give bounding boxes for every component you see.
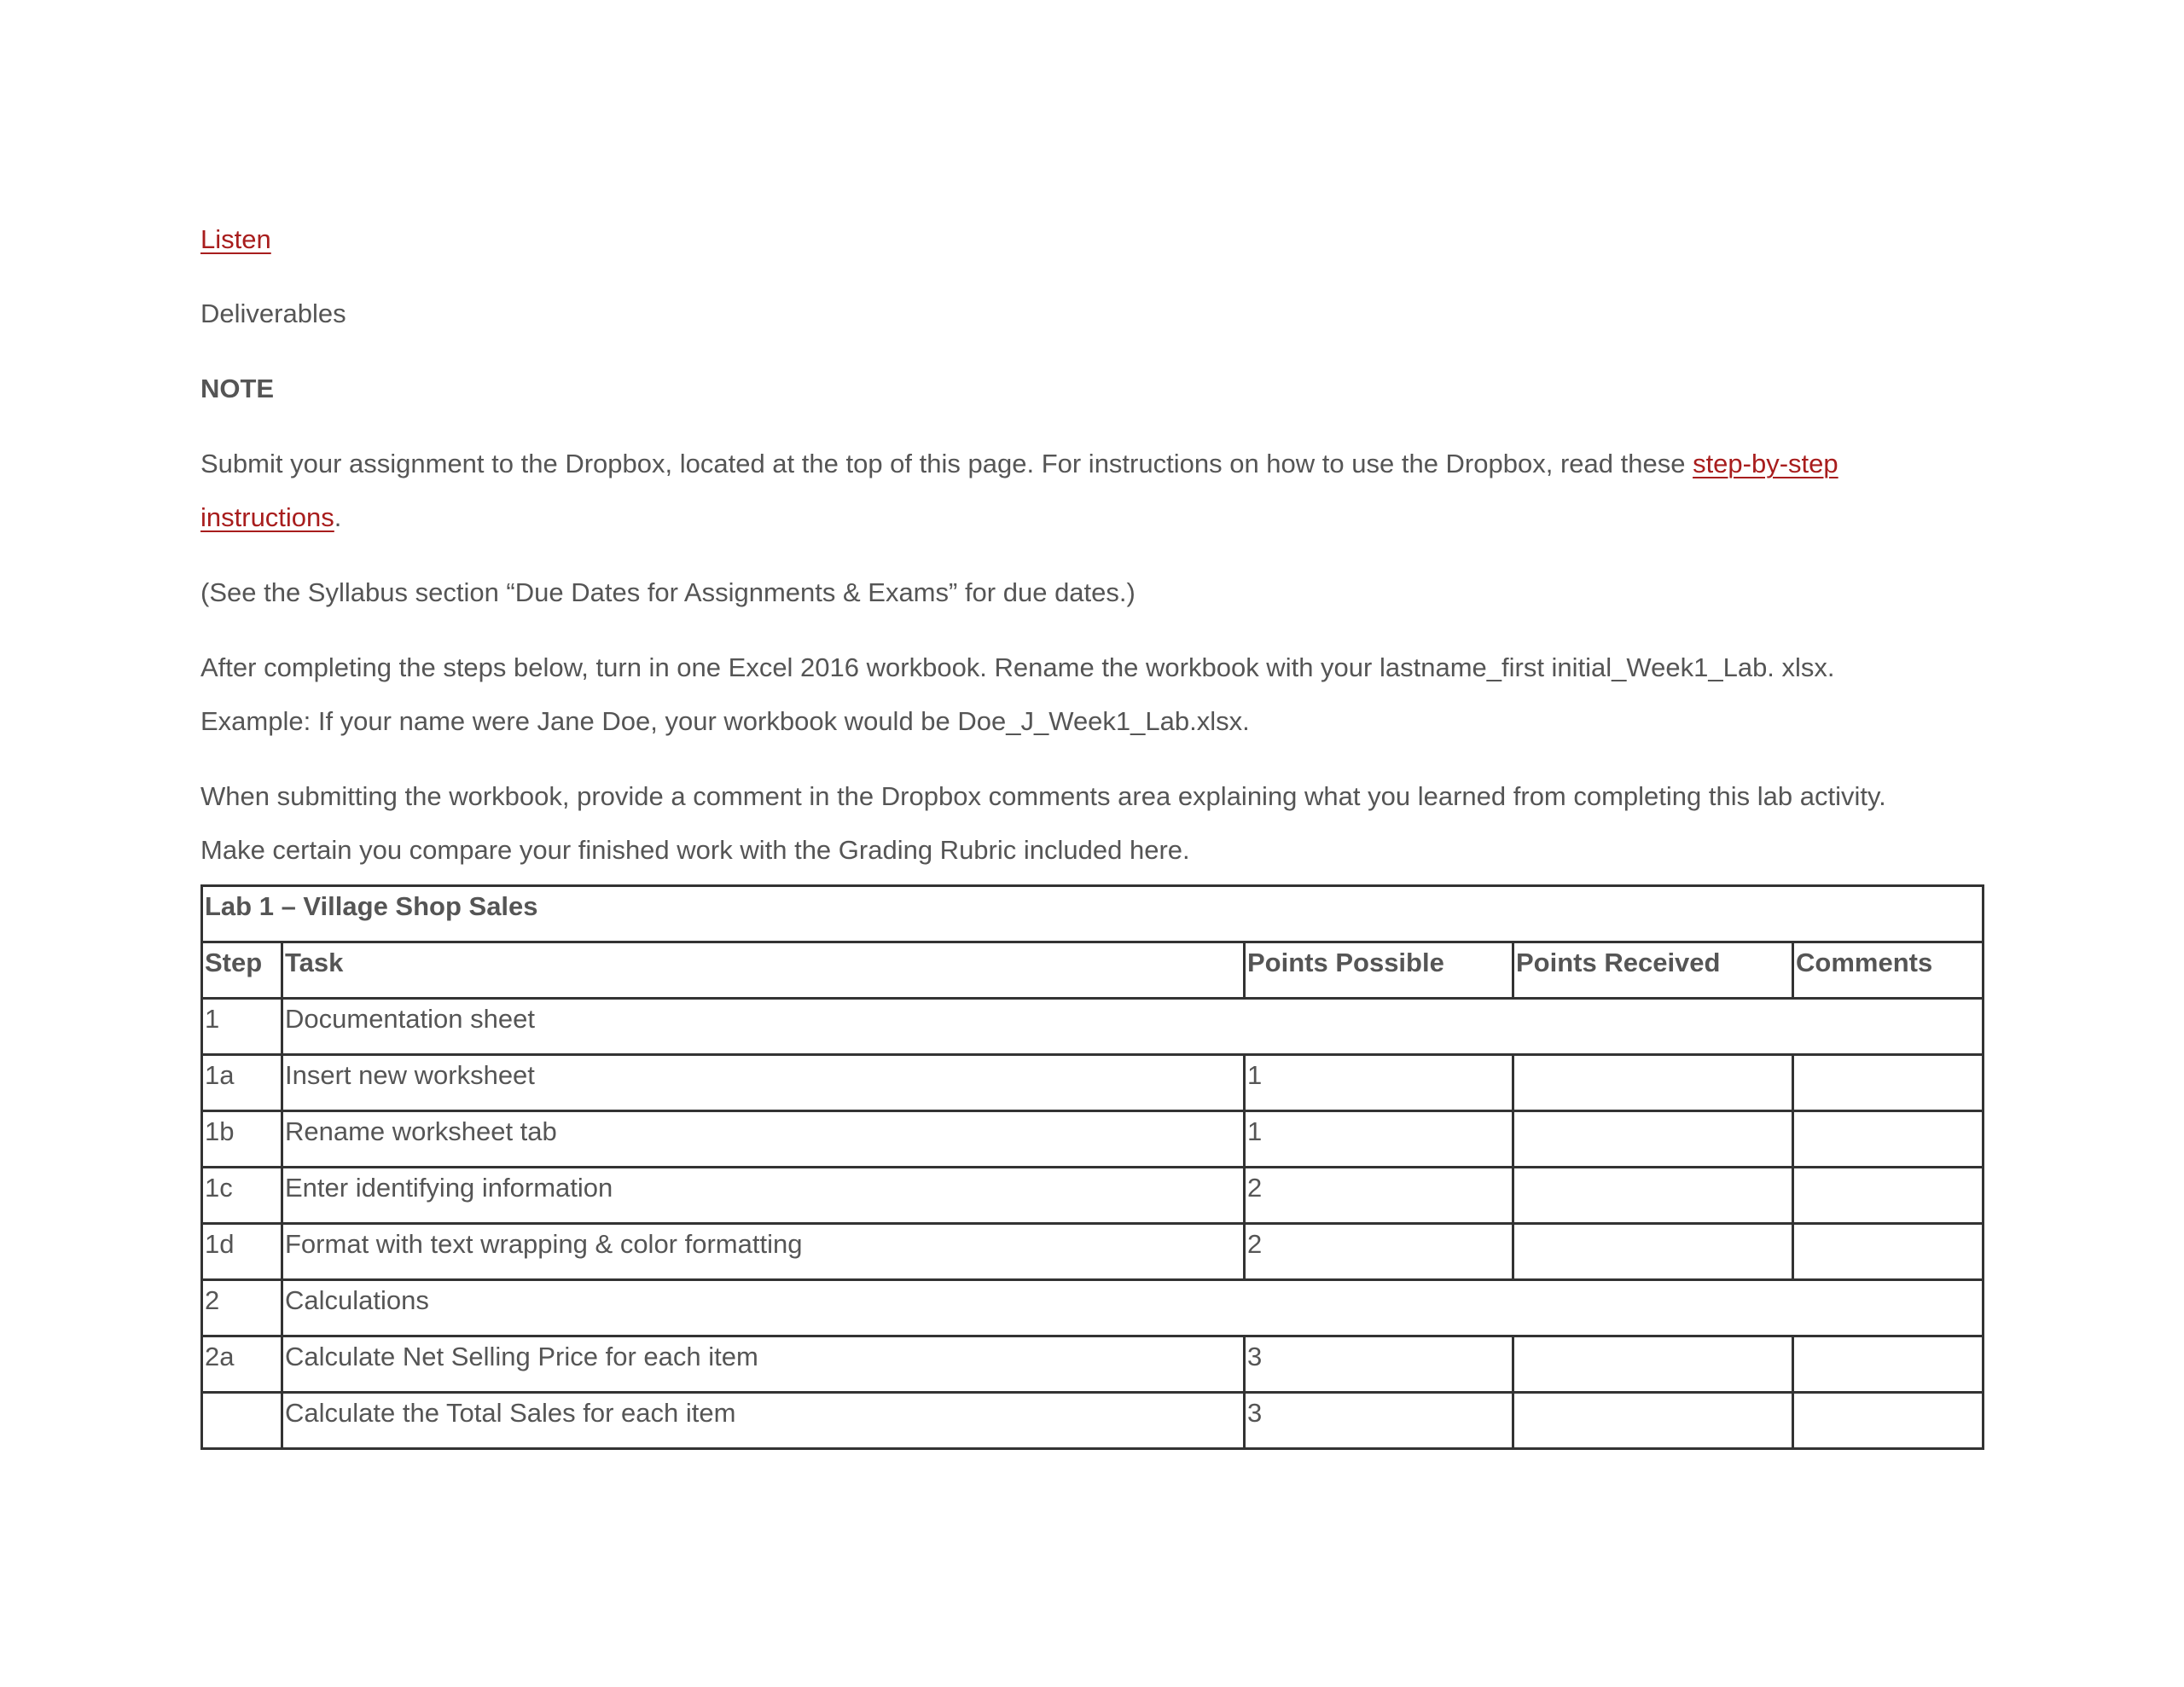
- points-possible-cell: 3: [1245, 1393, 1513, 1449]
- step-cell: [202, 1393, 282, 1449]
- task-cell: Calculate Net Selling Price for each item: [282, 1336, 1245, 1393]
- step-cell: 1d: [202, 1224, 282, 1280]
- table-section-row: [202, 999, 1984, 1055]
- step-cell: 2a: [202, 1336, 282, 1393]
- comments-cell[interactable]: [1793, 1055, 1984, 1111]
- table-title: Lab 1 – Village Shop Sales: [202, 886, 1984, 942]
- submit-paragraph-line-2: [200, 502, 341, 533]
- points-received-cell[interactable]: [1513, 1168, 1793, 1224]
- after-text-line-1: After completing the steps below, turn in one Excel 2016 workbook. Rename the workbook with your lastname_first initial_Week1_Lab. xlsx.: [200, 652, 1835, 682]
- instructions-link[interactable]: instructions: [200, 502, 334, 532]
- header-task: Task: [282, 942, 1245, 999]
- table-row: [202, 1393, 1984, 1449]
- points-received-cell[interactable]: [1513, 1224, 1793, 1280]
- step-cell: 1c: [202, 1168, 282, 1224]
- listen-line: [200, 224, 271, 255]
- submit-paragraph-line-1: [200, 449, 1838, 479]
- comments-cell[interactable]: [1793, 1336, 1984, 1393]
- header-points-received: Points Received: [1513, 942, 1793, 999]
- step-cell: 1a: [202, 1055, 282, 1111]
- points-received-cell[interactable]: [1513, 1055, 1793, 1111]
- points-received-cell[interactable]: [1513, 1336, 1793, 1393]
- table-header-row: [202, 942, 1984, 999]
- after-text-line-2: Example: If your name were Jane Doe, your workbook would be Doe_J_Week1_Lab.xlsx.: [200, 706, 1250, 736]
- header-points-possible: Points Possible: [1245, 942, 1513, 999]
- step-cell: 2: [202, 1280, 282, 1336]
- task-cell: Insert new worksheet: [282, 1055, 1245, 1111]
- task-cell: Format with text wrapping & color formatting: [282, 1224, 1245, 1280]
- table-row: [202, 1055, 1984, 1111]
- table-title-row: [202, 886, 1984, 942]
- table-section-row: [202, 1280, 1984, 1336]
- table-row: [202, 1224, 1984, 1280]
- points-possible-cell: 2: [1245, 1224, 1513, 1280]
- note-label: NOTE: [200, 374, 275, 403]
- header-step: Step: [202, 942, 282, 999]
- comments-cell[interactable]: [1793, 1111, 1984, 1168]
- listen-link[interactable]: Listen: [200, 224, 271, 254]
- points-received-cell[interactable]: [1513, 1111, 1793, 1168]
- task-cell: Rename worksheet tab: [282, 1111, 1245, 1168]
- table-row: [202, 1111, 1984, 1168]
- points-possible-cell: 3: [1245, 1336, 1513, 1393]
- deliverables-heading: Deliverables: [200, 299, 346, 328]
- due-dates-text: (See the Syllabus section “Due Dates for Assignments & Exams” for due dates.): [200, 577, 1136, 607]
- step-cell: 1b: [202, 1111, 282, 1168]
- when-text-line-1: When submitting the workbook, provide a comment in the Dropbox comments area explaining what you learned from completing this lab activity.: [200, 781, 1886, 811]
- grading-rubric-table: [200, 884, 1984, 1450]
- table-row: [202, 1336, 1984, 1393]
- points-possible-cell: 1: [1245, 1055, 1513, 1111]
- task-cell: Documentation sheet: [282, 999, 1984, 1055]
- submit-period: .: [334, 502, 342, 532]
- header-comments: Comments: [1793, 942, 1984, 999]
- task-cell: Calculate the Total Sales for each item: [282, 1393, 1245, 1449]
- comments-cell[interactable]: [1793, 1393, 1984, 1449]
- comments-cell[interactable]: [1793, 1224, 1984, 1280]
- points-possible-cell: 2: [1245, 1168, 1513, 1224]
- comments-cell[interactable]: [1793, 1168, 1984, 1224]
- points-received-cell[interactable]: [1513, 1393, 1793, 1449]
- points-possible-cell: 1: [1245, 1111, 1513, 1168]
- task-cell: Calculations: [282, 1280, 1984, 1336]
- when-text-line-2: Make certain you compare your finished work with the Grading Rubric included here.: [200, 835, 1190, 865]
- step-by-step-link[interactable]: step-by-step: [1693, 449, 1838, 478]
- submit-text: Submit your assignment to the Dropbox, located at the top of this page. For instructions on how to use the Dropbox, read these: [200, 449, 1693, 478]
- step-cell: 1: [202, 999, 282, 1055]
- table-row: [202, 1168, 1984, 1224]
- task-cell: Enter identifying information: [282, 1168, 1245, 1224]
